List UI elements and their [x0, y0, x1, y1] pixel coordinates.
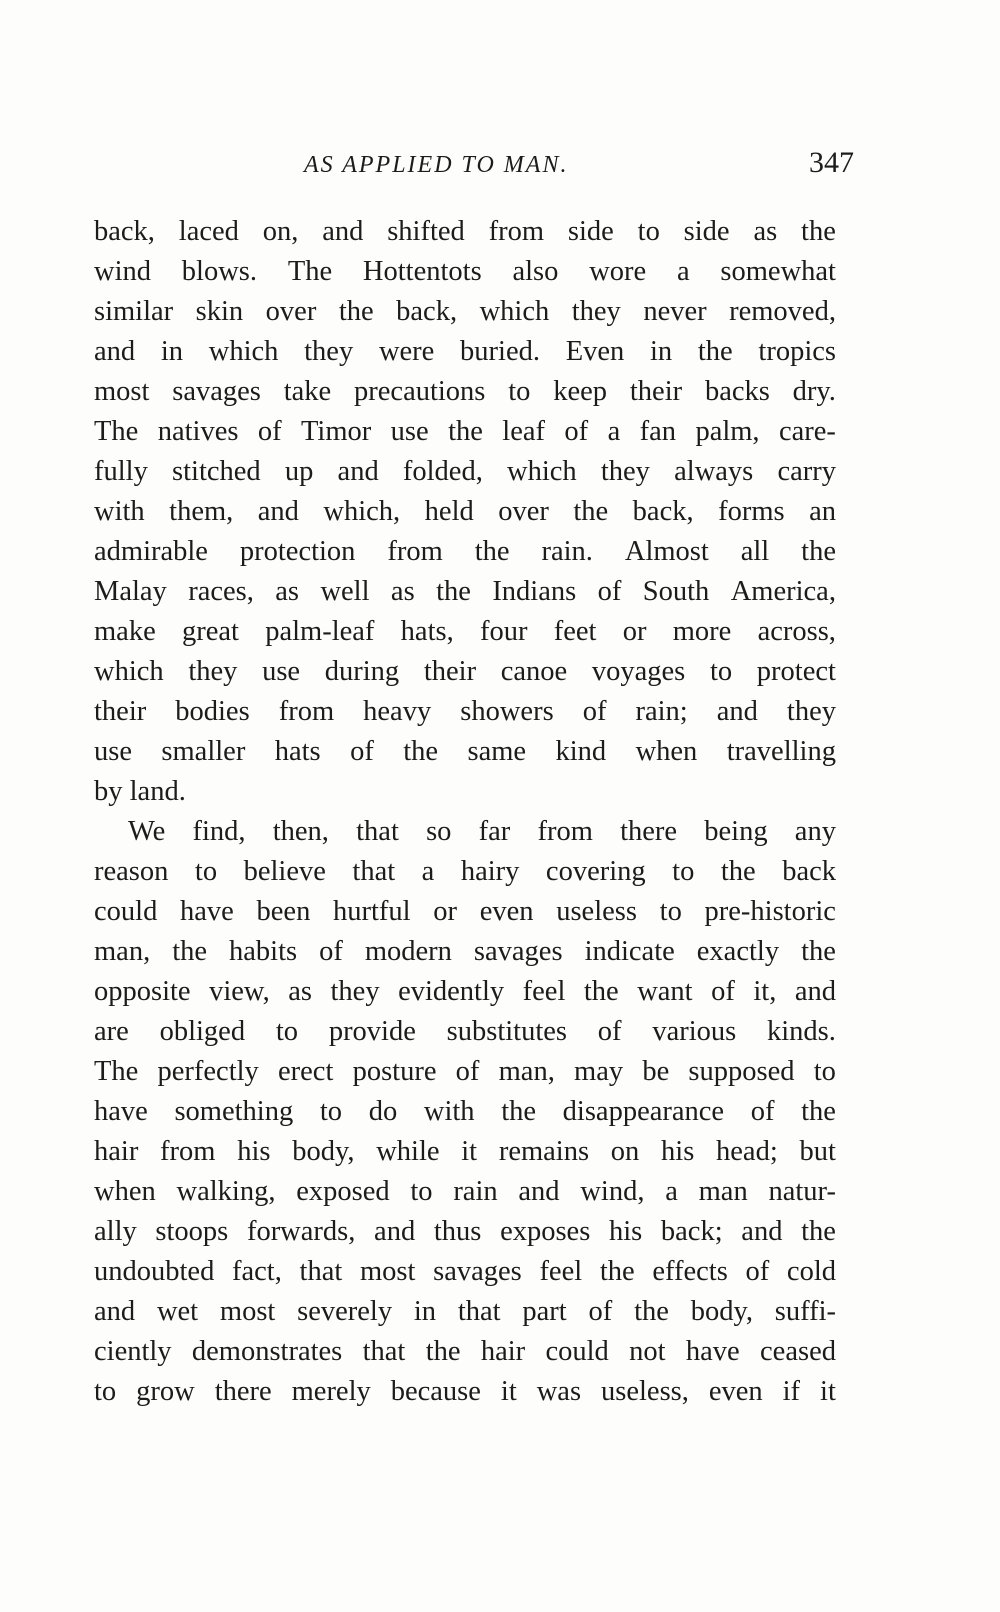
- text-line: and wet most severely in that part of the body, suffi-: [94, 1296, 836, 1327]
- text-line: The perfectly erect posture of man, may be supposed to: [94, 1056, 836, 1087]
- text-line: with them, and which, held over the back, forms an: [94, 496, 836, 527]
- text-line: by land.: [94, 776, 186, 807]
- text-line: which they use during their canoe voyages to protect: [94, 656, 836, 687]
- text-line: Malay races, as well as the Indians of South America,: [94, 576, 836, 607]
- text-line: most savages take precautions to keep their backs dry.: [94, 376, 836, 407]
- text-line: undoubted fact, that most savages feel the effects of cold: [94, 1256, 836, 1287]
- text-line: back, laced on, and shifted from side to side as the: [94, 216, 836, 247]
- text-line: opposite view, as they evidently feel the want of it, and: [94, 976, 836, 1007]
- page-number: 347: [809, 146, 854, 179]
- text-line: admirable protection from the rain. Almost all the: [94, 536, 836, 567]
- text-line: The natives of Timor use the leaf of a fan palm, care-: [94, 416, 836, 447]
- text-line: fully stitched up and folded, which they always carry: [94, 456, 836, 487]
- running-title: AS APPLIED TO MAN.: [304, 152, 569, 178]
- text-line: use smaller hats of the same kind when travelling: [94, 736, 836, 767]
- body-text: [94, 212, 836, 1412]
- text-line: could have been hurtful or even useless to pre-historic: [94, 896, 836, 927]
- text-line: when walking, exposed to rain and wind, a man natur-: [94, 1176, 836, 1207]
- text-line: similar skin over the back, which they never removed,: [94, 296, 836, 327]
- text-line: their bodies from heavy showers of rain; and they: [94, 696, 836, 727]
- text-line: reason to believe that a hairy covering to the back: [94, 856, 836, 887]
- text-line: hair from his body, while it remains on his head; but: [94, 1136, 836, 1167]
- running-head: [94, 146, 854, 186]
- text-line: have something to do with the disappearance of the: [94, 1096, 836, 1127]
- text-line: are obliged to provide substitutes of various kinds.: [94, 1016, 836, 1047]
- text-line: to grow there merely because it was useless, even if it: [94, 1376, 836, 1407]
- text-line: ciently demonstrates that the hair could not have ceased: [94, 1336, 836, 1367]
- text-line: ally stoops forwards, and thus exposes his back; and the: [94, 1216, 836, 1247]
- text-line: make great palm-leaf hats, four feet or more across,: [94, 616, 836, 647]
- text-line: man, the habits of modern savages indicate exactly the: [94, 936, 836, 967]
- text-line: We find, then, that so far from there being any: [128, 816, 836, 847]
- text-line: wind blows. The Hottentots also wore a somewhat: [94, 256, 836, 287]
- text-line: and in which they were buried. Even in the tropics: [94, 336, 836, 367]
